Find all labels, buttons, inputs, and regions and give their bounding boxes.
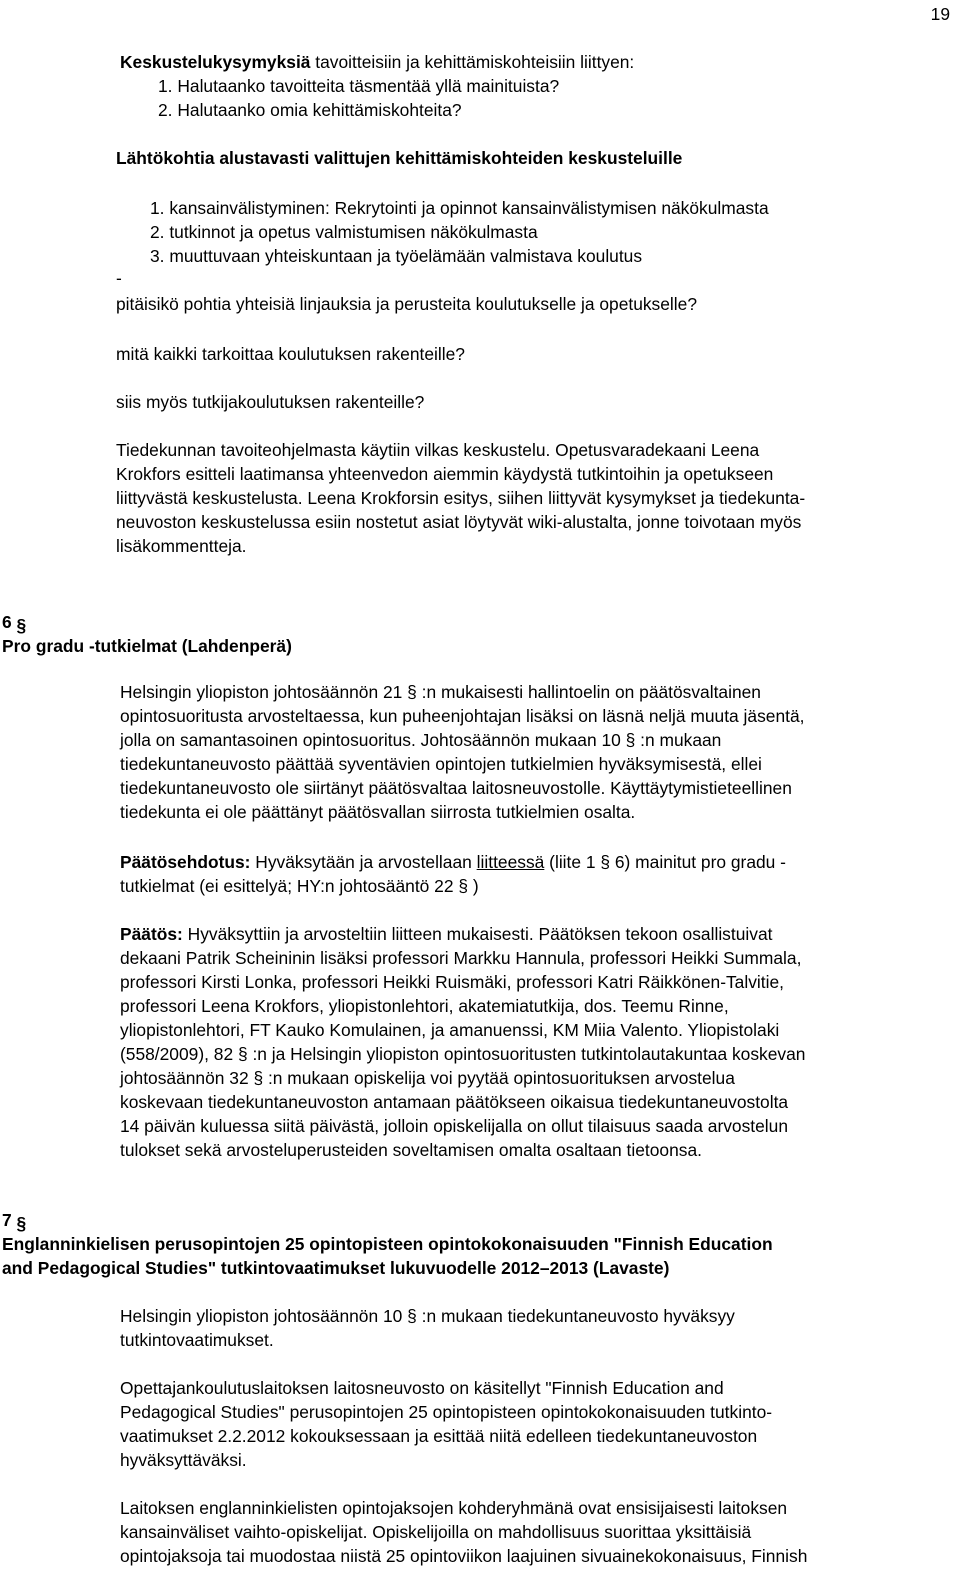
decision-line: (558/2009), 82 § :n ja Helsingin yliopiston opintosuoritusten tutkintolautakuntaa koskevan: [120, 1044, 806, 1064]
attachment-link[interactable]: liitteessä: [476, 852, 545, 872]
dash-marker: -: [116, 268, 122, 288]
section-6-intro-line: tiedekuntaneuvosto ole siirtänyt päätösvaltaa laitosneuvostolle. Käyttäytymistieteellinen: [120, 778, 792, 798]
decision-line: dekaani Patrik Scheininin lisäksi professori Markku Hannula, professori Heikki Summala,: [120, 948, 802, 968]
point-item: 1. kansainvälistyminen: Rekrytointi ja opinnot kansainvälistymisen näkökulmasta: [150, 198, 769, 218]
section-7-number: [2, 1208, 26, 1232]
decision-line: tulokset sekä arvosteluperusteiden soveltamisen omalta osaltaan tietoonsa.: [120, 1140, 702, 1160]
decision-line: yliopistonlehtori, FT Kauko Komulainen, ja amanuenssi, KM Miia Valento. Yliopistolaki: [120, 1020, 780, 1040]
section-6-intro-line: Helsingin yliopiston johtosäännön 21 § :n mukaisesti hallintoelin on päätösvaltainen: [120, 682, 761, 702]
section-7-title-line: Englanninkielisen perusopintojen 25 opintopisteen opintokokonaisuuden "Finnish Education: [2, 1234, 773, 1254]
section-sign: §: [16, 615, 27, 635]
section-6-intro-line: tiedekunta ei ole päättänyt päätösvallan siirrosta tutkielmien osalta.: [120, 802, 636, 822]
section-7-paragraph-line: Helsingin yliopiston johtosäännön 10 § :n mukaan tiedekuntaneuvosto hyväksyy: [120, 1306, 735, 1326]
decision-line: 14 päivän kuluessa siitä päivästä, jolloin opiskelijalla on ollut tilaisuus saada arvostelun: [120, 1116, 789, 1136]
proposal-text: (liite 1 § 6) mainitut pro gradu -: [544, 852, 786, 872]
section-7-title-line: and Pedagogical Studies" tutkintovaatimukset lukuvuodelle 2012–2013 (Lavaste): [2, 1258, 670, 1278]
discussion-questions-heading: [120, 50, 634, 74]
section-7-paragraph-line: Opettajankoulutuslaitoksen laitosneuvosto on käsitellyt "Finnish Education and: [120, 1378, 724, 1398]
section-6-number: [2, 610, 26, 634]
section-6-intro-line: tiedekuntaneuvosto päättää syventävien opintojen tutkielmien hyväksymisestä, ellei: [120, 754, 762, 774]
prompt-line: pitäisikö pohtia yhteisiä linjauksia ja perusteita koulutukselle ja opetukselle?: [116, 294, 697, 314]
section-7-paragraph-line: tutkintovaatimukset.: [120, 1330, 274, 1350]
decision-line: johtosäännön 32 § :n mukaan opiskelija voi pyytää opintosuorituksen arvostelua: [120, 1068, 735, 1088]
section-7-paragraph-line: Pedagogical Studies" perusopintojen 25 opintopisteen opintokokonaisuuden tutkinto-: [120, 1402, 773, 1422]
point-item: 2. tutkinnot ja opetus valmistumisen näkökulmasta: [150, 222, 538, 242]
summary-line: Tiedekunnan tavoiteohjelmasta käytiin vilkas keskustelu. Opetusvaradekaani Leena: [116, 440, 760, 460]
section-6-intro-line: opintosuoritusta arvosteltaessa, kun puheenjohtajan lisäksi on läsnä neljä muuta jäsentä,: [120, 706, 805, 726]
section-7-paragraph-line: hyväksyttäväksi.: [120, 1450, 247, 1470]
section-7-paragraph-line: Laitoksen englanninkielisten opintojaksojen kohderyhmänä ovat ensisijaisesti laitoksen: [120, 1498, 788, 1518]
section-6-title: Pro gradu -tutkielmat (Lahdenperä): [2, 636, 292, 656]
summary-line: Krokfors esitteli laatimansa yhteenvedon aiemmin käydystä tutkintoihin ja opetukseen: [116, 464, 774, 484]
section-sign: §: [16, 1213, 27, 1233]
section-number: 6: [2, 612, 12, 632]
questions-heading-rest: tavoitteisiin ja kehittämiskohteisiin liittyen:: [310, 52, 635, 72]
question-item: 2. Halutaanko omia kehittämiskohteita?: [158, 100, 462, 120]
questions-heading-bold: Keskustelukysymyksiä: [120, 52, 311, 72]
section-7-paragraph-line: kansainväliset vaihto-opiskelijat. Opiskelijoilla on mahdollisuus suorittaa yksittäisiä: [120, 1522, 752, 1542]
section-7-paragraph-line: opintojaksoja tai muodostaa niistä 25 opintoviikon laajuinen sivuainekokonaisuus, Finnish: [120, 1546, 808, 1566]
summary-line: lisäkommentteja.: [116, 536, 247, 556]
section-7-paragraph-line: vaatimukset 2.2.2012 kokouksessaan ja esittää niitä edelleen tiedekuntaneuvoston: [120, 1426, 758, 1446]
decision-proposal: [120, 850, 786, 874]
question-item: 1. Halutaanko tavoitteita täsmentää yllä mainituista?: [158, 76, 560, 96]
decision-line: koskevaan tiedekuntaneuvoston antamaan päätökseen oikaisua tiedekuntaneuvostolta: [120, 1092, 789, 1112]
points-heading: Lähtökohtia alustavasti valittujen kehittämiskohteiden keskusteluille: [116, 148, 683, 168]
proposal-label: Päätösehdotus:: [120, 852, 251, 872]
summary-line: liittyvästä keskustelusta. Leena Krokforsin esitys, siihen liittyvät kysymykset ja tiedekunta-: [116, 488, 806, 508]
page-number: 19: [930, 4, 950, 24]
proposal-text: Hyväksytään ja arvostellaan: [250, 852, 477, 872]
point-item: 3. muuttuvaan yhteiskuntaan ja työelämään valmistava koulutus: [150, 246, 643, 266]
section-6-intro-line: jolla on samantasoinen opintosuoritus. Johtosäännön mukaan 10 § :n mukaan: [120, 730, 722, 750]
decision-label: Päätös:: [120, 924, 183, 944]
proposal-line: tutkielmat (ei esittelyä; HY:n johtosääntö 22 § ): [120, 876, 479, 896]
decision-text: Hyväksyttiin ja arvosteltiin liitteen mukaisesti. Päätöksen tekoon osallistuivat: [182, 924, 773, 944]
summary-line: neuvoston keskustelussa esiin nostetut asiat löytyvät wiki-alustalta, jonne toivotaan myös: [116, 512, 802, 532]
decision: [120, 922, 772, 946]
decision-line: professori Kirsti Lonka, professori Heikki Ruismäki, professori Katri Räikkönen-Talvitie,: [120, 972, 784, 992]
prompt-line: mitä kaikki tarkoittaa koulutuksen rakenteille?: [116, 344, 465, 364]
decision-line: professori Leena Krokfors, yliopistonlehtori, akatemiatutkija, dos. Teemu Rinne,: [120, 996, 729, 1016]
section-number: 7: [2, 1210, 12, 1230]
prompt-line: siis myös tutkijakoulutuksen rakenteille?: [116, 392, 425, 412]
